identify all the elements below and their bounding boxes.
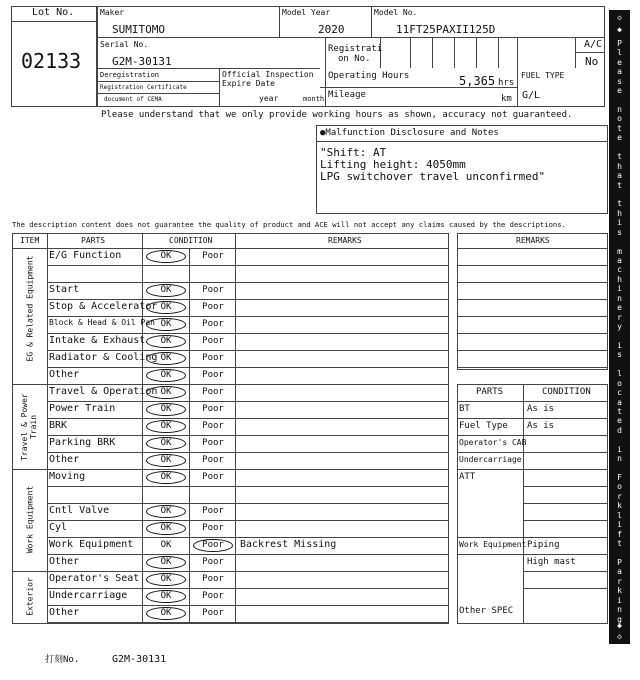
row-part-label: Other [49,369,80,380]
condition-poor[interactable]: Poor [202,574,224,584]
serial-label: Serial No. [100,40,149,49]
side-note-char: t [617,123,622,133]
condition-poor[interactable]: Poor [202,472,224,482]
condition-poor[interactable]: Poor [193,539,233,552]
row-part-label: Cyl [49,522,68,533]
maker-label: Maker [100,8,125,17]
spec-condition: Piping [527,540,560,550]
spec-part: Work Equipment [459,540,527,549]
condition-ok[interactable]: OK [146,420,186,433]
mileage-unit: km [501,94,512,104]
row-part-label: Power Train [49,403,116,414]
condition-poor[interactable]: Poor [202,404,224,414]
side-note-char: h [617,274,622,284]
ac-label: A/C [584,39,603,50]
row-remark: Backrest Missing [240,539,337,550]
side-note-char: k [617,501,622,511]
side-note-char: r [617,312,622,322]
side-note-char: a [617,256,622,266]
inspection-label-2: Expire Date [222,79,275,88]
fuel-type-value: G/L [522,90,541,101]
condition-poor[interactable]: Poor [202,353,224,363]
row-part-label: Radiator & Cooling [49,352,158,363]
year-label: year [259,94,279,103]
condition-ok[interactable]: OK [146,505,186,518]
side-note-char: i [617,218,622,228]
diamond-outline-icon: ◇ [617,632,622,641]
side-note-char: s [617,227,622,237]
mileage-label: Mileage [328,90,366,100]
side-note-char: e [617,86,622,96]
side-note-char: e [617,133,622,143]
condition-ok[interactable]: OK [146,471,186,484]
category-eg: EG & Related Equipment [25,255,35,362]
header-remarks: REMARKS [328,236,362,245]
category-travel: Travel & Power Train [20,393,38,461]
side-note-char: i [617,340,622,350]
registration-certificate-label: Registration Certificate [100,84,187,91]
condition-ok[interactable]: OK [146,301,186,314]
month-label: month [303,95,325,103]
condition-ok[interactable]: OK [146,352,186,365]
side-note-char: e [617,416,622,426]
side-note-char: t [617,199,622,209]
row-part-label: Stop & Accelerator [49,301,158,312]
side-note-char: c [617,388,622,398]
side-note-char: i [617,444,622,454]
row-part-label: Operator's Seat [49,573,140,584]
row-part-label: Parking BRK [49,437,116,448]
side-note-char: m [617,246,622,256]
spec-part: Undercarriage [459,455,522,464]
side-notice-banner [609,10,630,644]
serial-value: G2M-30131 [112,55,172,68]
spec-part: BT [459,404,470,414]
condition-ok[interactable]: OK [146,250,186,263]
row-part-label: Work Equipment [49,539,134,550]
condition-poor[interactable]: Poor [202,455,224,465]
side-note-char: P [617,39,622,48]
fuel-type-label: FUEL TYPE [521,71,565,80]
row-part-label: Other [49,454,80,465]
spec-part: Operator's CAB [459,438,527,447]
row-part-label: Other [49,556,80,567]
condition-ok[interactable]: OK [146,556,186,569]
condition-poor[interactable]: Poor [202,319,224,329]
side-note-char: n [617,105,622,115]
spec-part: Other SPEC [459,606,514,616]
row-part-label: BRK [49,420,68,431]
side-note-char: l [617,48,622,58]
spec-part: Fuel Type [459,421,508,431]
side-note-char: F [617,473,622,483]
side-note-char: y [617,322,622,332]
model-no-label: Model No. [374,8,418,17]
disclaimer: The description content does not guarantee the quality of product and ACE will not accept any claims caused by the descriptions. [12,220,566,229]
condition-poor[interactable]: Poor [202,506,224,516]
registration-label: Registrati [328,44,383,54]
hours-unit: hrs [498,78,515,88]
side-note-char: r [617,491,622,501]
footer-label: 打刻No. [45,655,80,665]
spec-condition: As is [527,421,555,431]
header-condition: CONDITION [169,236,213,245]
condition-poor[interactable]: Poor [202,251,224,261]
side-note-char: h [617,208,622,218]
condition-ok[interactable]: OK [146,437,186,450]
diamond-solid-icon: ◆ [617,25,622,34]
row-part-label: Moving [49,471,86,482]
condition-poor[interactable]: Poor [202,336,224,346]
side-note-char: k [617,586,622,596]
side-note-char: i [617,284,622,294]
side-note-char: o [617,114,622,124]
malfunction-title: ●Malfunction Disclosure and Notes [320,128,499,138]
ac-value: No [585,55,599,68]
row-part-label: Other [49,607,80,618]
side-note-char: f [617,529,622,539]
category-work: Work Equipment [25,485,35,554]
side-note-char: a [617,171,622,181]
side-note-char: g [617,614,622,624]
lot-label: Lot No. [32,7,75,18]
side-note-char: c [617,265,622,275]
condition-poor[interactable]: Poor [202,387,224,397]
row-part-label: Start [49,284,80,295]
side-note-char: e [617,303,622,313]
row-part-label: Travel & Operation [49,386,158,397]
malfunction-line-1: "Shift: AT [320,146,387,159]
side-note-char: a [617,567,622,577]
side-note-char: h [617,161,622,171]
model-no-value: 11FT25PAXII125D [396,23,496,36]
condition-poor[interactable]: Poor [202,285,224,295]
side-note-char: o [617,482,622,492]
condition-poor[interactable]: Poor [202,421,224,431]
side-note-char: l [617,510,622,520]
condition-ok[interactable]: OK [146,573,186,586]
side-note-char: n [617,293,622,303]
condition-ok[interactable]: OK [146,454,186,467]
diamond-solid-icon: ◆ [617,621,622,630]
condition-ok[interactable]: OK [146,284,186,297]
condition-ok[interactable]: OK [146,522,186,535]
inspection-label: Official Inspection [222,70,314,79]
condition-poor[interactable]: Poor [202,438,224,448]
spec-condition: High mast [527,557,576,567]
side-note-char: n [617,454,622,464]
malfunction-line-3: LPG switchover travel unconfirmed" [320,170,546,183]
side-note-char: i [617,520,622,530]
condition-ok[interactable]: OK [146,335,186,348]
side-note-char: a [617,397,622,407]
spec-condition-header: CONDITION [542,387,591,397]
hours-value: 5,365 [459,74,496,88]
category-exterior: Exterior [25,577,35,616]
model-year-value: 2020 [318,23,345,36]
condition-poor[interactable]: Poor [202,302,224,312]
side-note-char: n [617,605,622,615]
footer-serial: G2M-30131 [112,654,167,665]
row-part-label: E/G Function [49,250,122,261]
header-parts: PARTS [81,236,106,245]
row-part-label: Block & Head & Oil Pan [49,318,155,327]
registration-label-2: on No. [338,54,371,64]
spec-part: ATT [459,472,476,482]
condition-ok[interactable]: OK [146,403,186,416]
side-note-char: t [617,406,622,416]
deregistration-label: Deregistration [100,71,160,79]
row-part-label: Undercarriage [49,590,128,601]
condition-poor[interactable]: Poor [202,370,224,380]
condition-ok[interactable]: OK [146,369,186,382]
condition-poor[interactable]: Poor [202,608,224,618]
side-note-char: l [617,369,622,379]
row-part-label: Cntl Valve [49,505,110,516]
right-remarks-header: REMARKS [516,236,550,245]
side-note-char: d [617,425,622,435]
side-note-char: i [617,595,622,605]
side-note-char: t [617,539,622,549]
side-note-char: a [617,67,622,77]
diamond-outline-icon: ◇ [617,13,622,22]
cema-label: document of CEMA [104,96,162,103]
maker-value: SUMITOMO [112,23,165,36]
condition-ok[interactable]: OK [146,318,186,331]
side-note-char: P [617,557,622,567]
hours-notice: Please understand that we only provide working hours as shown, accuracy not guaranteed. [101,110,573,120]
side-note-char: e [617,57,622,67]
side-note-char: s [617,350,622,360]
condition-poor[interactable]: Poor [202,523,224,533]
condition-ok[interactable]: OK [146,607,186,620]
condition-ok[interactable]: OK [146,386,186,399]
condition-poor[interactable]: Poor [202,557,224,567]
header-item: ITEM [20,236,40,245]
model-year-label: Model Year [282,8,331,17]
malfunction-line-2: Lifting height: 4050mm [320,158,466,171]
side-note-char: t [617,152,622,162]
side-note-char: r [617,576,622,586]
condition-ok[interactable]: OK [160,540,172,550]
condition-ok[interactable]: OK [146,590,186,603]
condition-poor[interactable]: Poor [202,591,224,601]
side-note-char: s [617,76,622,86]
side-note-char: o [617,378,622,388]
spec-condition: As is [527,404,555,414]
row-part-label: Intake & Exhaust [49,335,146,346]
lot-number: 02133 [21,49,82,73]
side-note-char: t [617,180,622,190]
spec-parts-header: PARTS [476,387,504,397]
hours-label: Operating Hours [328,71,410,81]
